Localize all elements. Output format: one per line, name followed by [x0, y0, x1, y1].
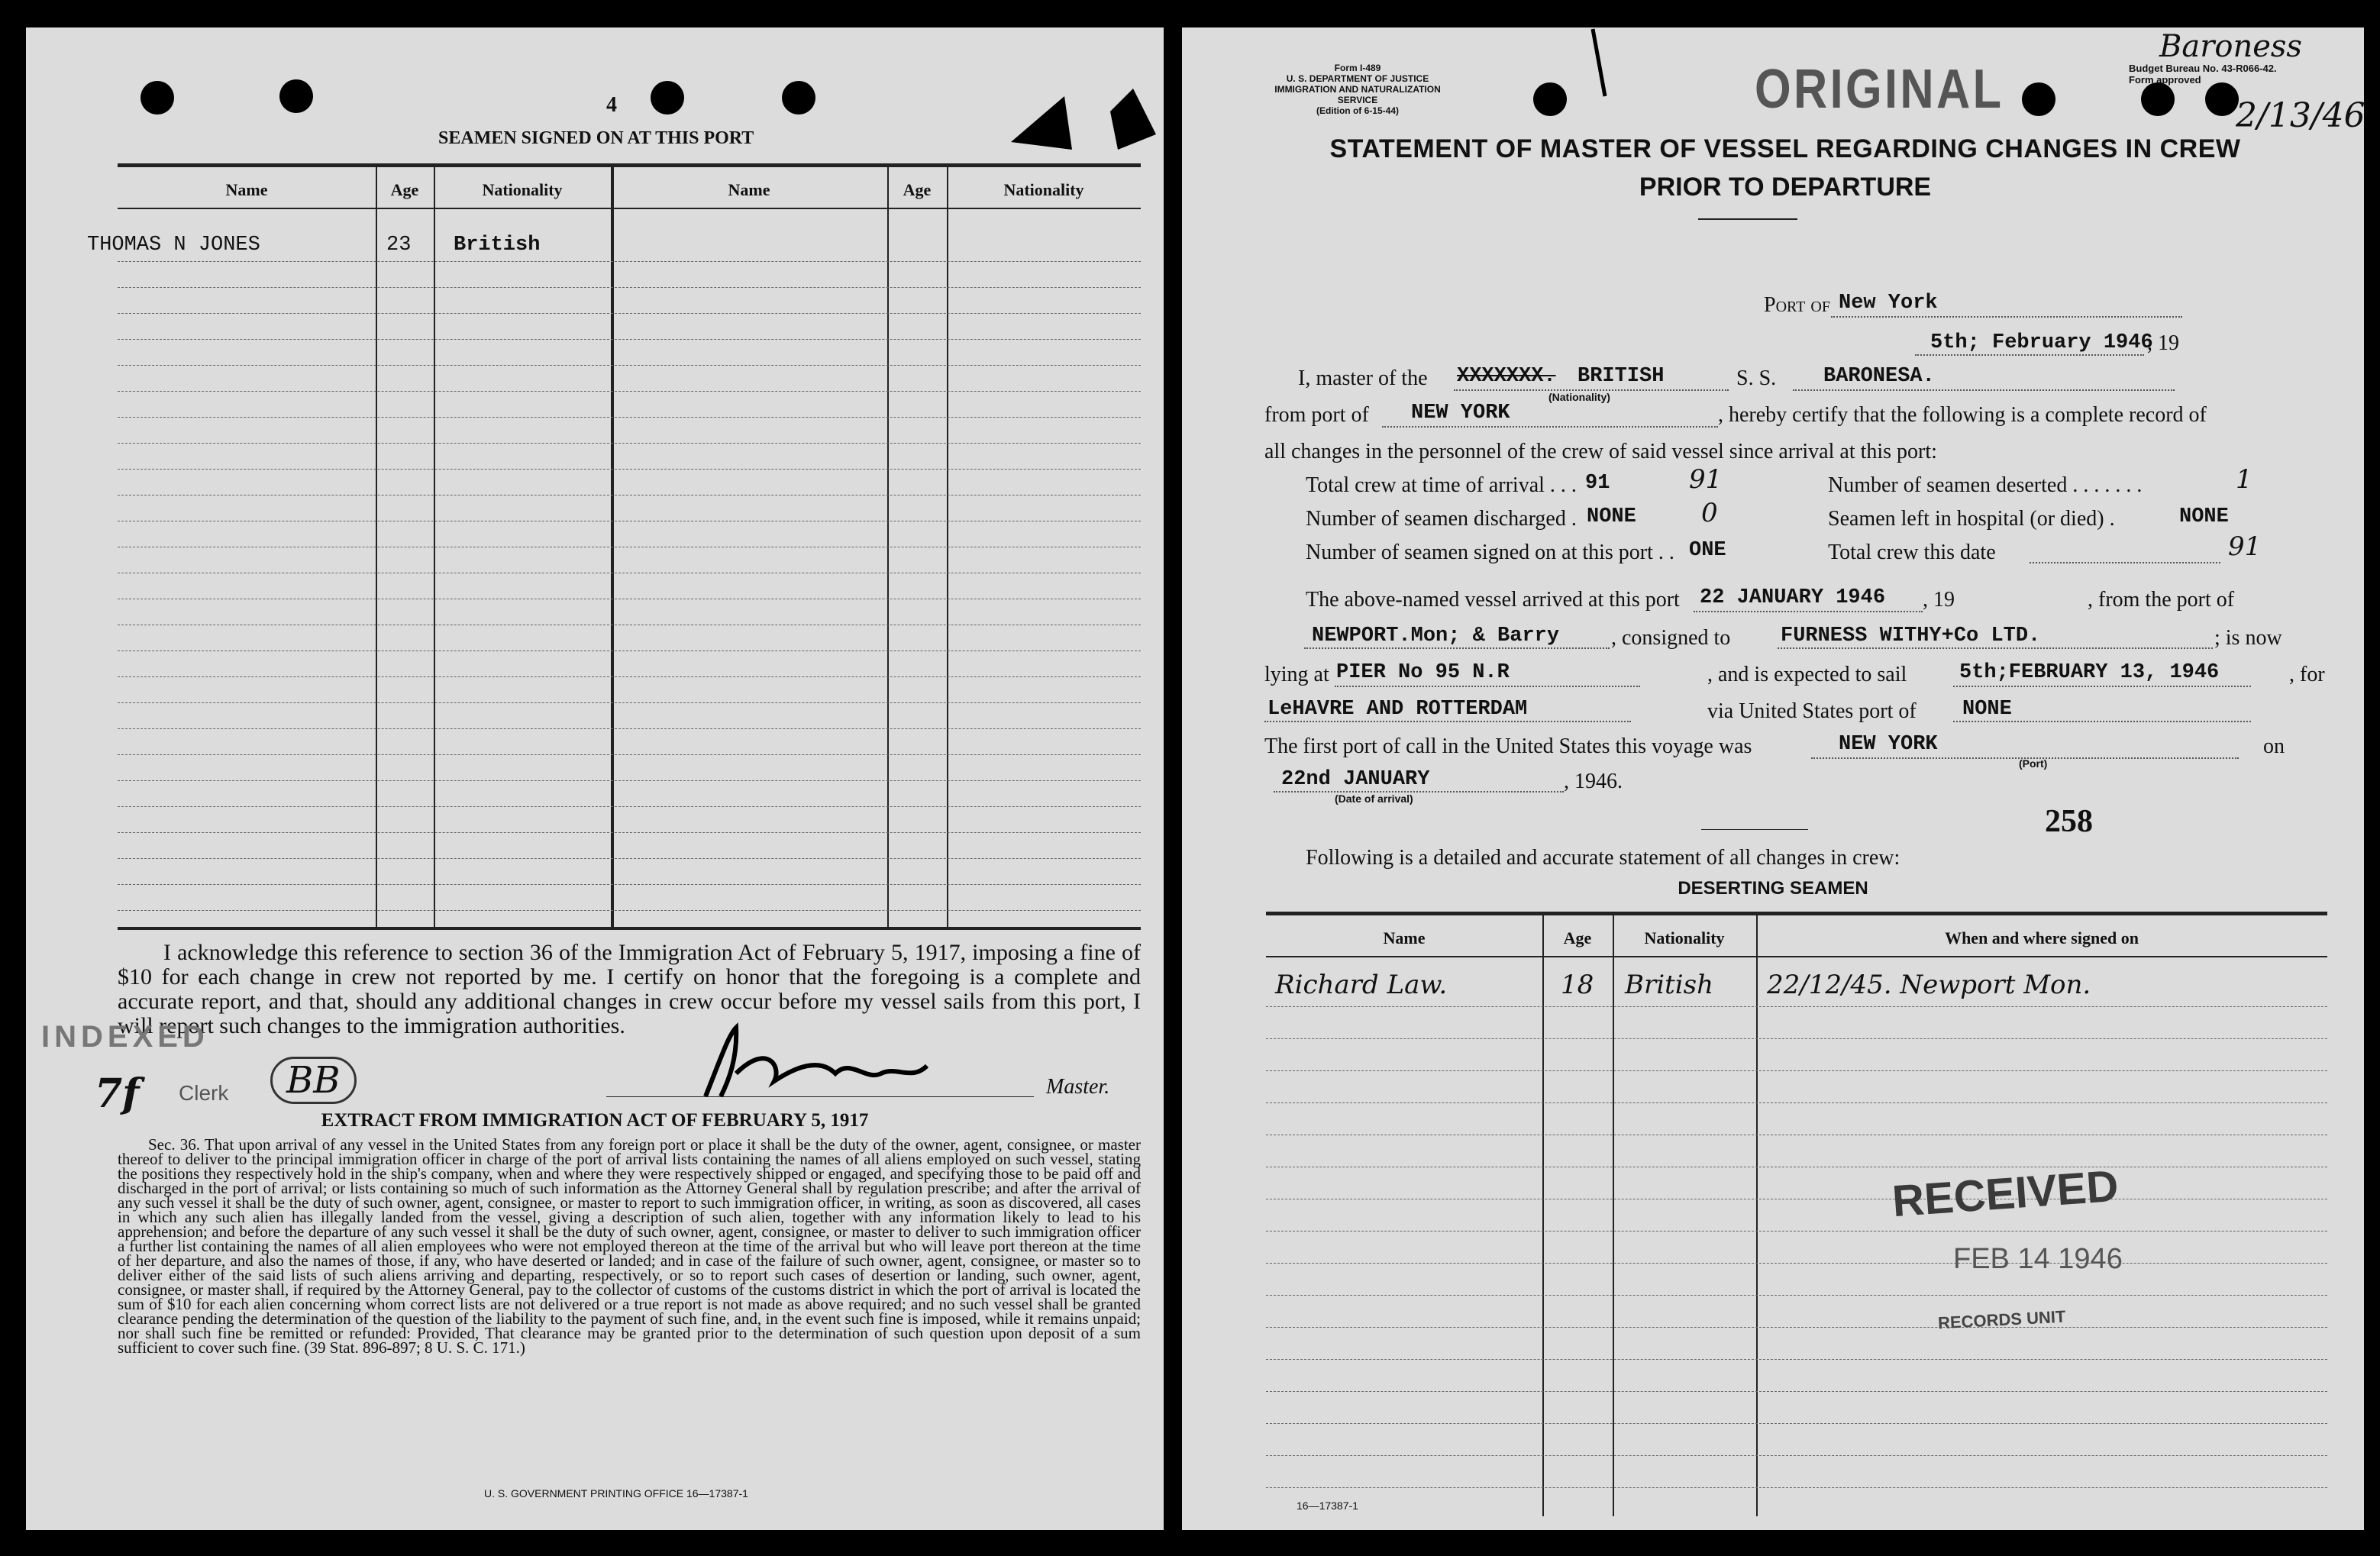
budget-bureau [2129, 63, 2277, 86]
deserter-name: Richard Law. [1275, 970, 1448, 1000]
section-title: SEAMEN SIGNED ON AT THIS PORT [438, 128, 754, 148]
signed-on-value: ONE [1689, 539, 1726, 562]
deserting-col-nationality: Nationality [1644, 928, 1725, 947]
form-subtitle: PRIOR TO DEPARTURE [1639, 173, 1932, 202]
from-the-port-of: , from the port of [2088, 588, 2235, 612]
via-value: NONE [1962, 698, 2012, 721]
number-258: 258 [2045, 804, 2093, 839]
punch-hole [2205, 82, 2239, 116]
expected-label: , and is expected to sail [1707, 663, 1907, 686]
arrived-label: The above-named vessel arrived at this port [1306, 588, 1680, 612]
punch-hole [2141, 82, 2175, 116]
records-unit: RECORDS UNIT [1937, 1306, 2066, 1333]
deserter-signed-on: 22/12/45. Newport Mon. [1767, 970, 2091, 1000]
extract-title: EXTRACT FROM IMMIGRATION ACT OF FEBRUARY 5, 1917 [321, 1110, 869, 1131]
col-nationality-2: Nationality [1003, 180, 1084, 199]
port-label: Port of [1764, 293, 1830, 317]
total-crew-date-value: 91 [2228, 531, 2262, 562]
first-port-label: The first port of call in the United States this voyage was [1264, 734, 1752, 758]
col-age-2: Age [903, 180, 932, 199]
following-text: Following is a detailed and accurate statement of all changes in crew: [1306, 846, 1900, 870]
left-page [26, 27, 1164, 1530]
right-page [1182, 27, 2364, 1530]
from-port-value: NEW YORK [1411, 402, 1510, 425]
hospital-label: Seamen left in hospital (or died) . [1828, 507, 2115, 531]
budget-number: Budget Bureau No. 43-R066-42. [2129, 63, 2277, 74]
clerk-initials: BB [270, 1057, 357, 1104]
handwritten-corner-date: 2/13/46 [2236, 96, 2365, 135]
arrival-date-caption: (Date of arrival) [1335, 793, 1413, 805]
table-row-nationality: British [454, 234, 541, 257]
col-age: Age [390, 180, 419, 199]
table-row-age: 23 [386, 234, 412, 257]
edition: (Edition of 6-15-44) [1316, 105, 1399, 116]
from-port-label: from port of [1264, 403, 1369, 427]
arrived-value: 22 JANUARY 1946 [1700, 586, 1886, 609]
total-crew-arrival-typed: 91 [1585, 472, 1610, 495]
port-value: New York [1839, 292, 1938, 315]
deserting-col-signed-on: When and where signed on [1945, 928, 2139, 947]
master-of-label: I, master of the [1298, 366, 1428, 390]
pen-stroke-mark [1587, 27, 1617, 104]
origin-port: NEWPORT.Mon; & Barry [1312, 625, 1560, 647]
first-port-caption: (Port) [2019, 757, 2048, 770]
date-value: 5th; February 1946 [1930, 331, 2153, 354]
certify-text-2: all changes in the personnel of the crew of said vessel since arrival at this port: [1264, 440, 1937, 463]
torn-corner-mark [980, 66, 1179, 157]
col-name-2: Name [728, 180, 770, 199]
deserting-col-age: Age [1563, 928, 1592, 947]
total-crew-arrival-hand: 91 [1689, 464, 1723, 495]
right-footer: 16—17387-1 [1297, 1500, 1358, 1512]
deserted-label: Number of seamen deserted . . . . . . . [1828, 473, 2143, 497]
punch-hole [1533, 82, 1567, 116]
clerk-label: Clerk [179, 1081, 229, 1105]
first-port-value: NEW YORK [1839, 733, 1938, 756]
is-now: ; is now [2214, 626, 2282, 650]
col-name: Name [225, 180, 268, 199]
consigned-label: , consigned to [1611, 626, 1731, 650]
destination: LeHAVRE AND ROTTERDAM [1268, 698, 1528, 721]
handwritten-corner: Baroness [2159, 29, 2302, 64]
punch-hole [782, 81, 815, 115]
lying-at-label: lying at [1264, 663, 1329, 686]
page-number: 4 [606, 93, 617, 117]
punch-hole [2022, 82, 2055, 116]
discharged-label: Number of seamen discharged . [1306, 507, 1577, 531]
vessel-name: BARONESA. [1823, 365, 1935, 388]
punch-hole [140, 81, 174, 115]
arrived-suffix: , 19 [1923, 588, 1955, 612]
handwritten-note: 7f [95, 1070, 140, 1117]
nationality-caption: (Nationality) [1548, 391, 1610, 403]
extract-text: Sec. 36. That upon arrival of any vessel in the United States from any foreign port or place it shall be the duty of the owner, agent, consignee, or master thereof to deliver to the principal immigration officer in charge of the port of arrival lists containing the names of all aliens employed on such vessel, stating the positions they respectively hold in the ship's company, when and where they were respectively shipped or engaged, and specifying those to be paid off and discharged in the port of arrival; or lists containing so much of such information as the Attorney General shall by regulation prescribe; and after the arrival of any such vessel it shall be the duty of such owner, agent, consignee, or master to report to such immigration officer, in writing, as soon as discovered, all cases in which any such alien has illegally landed from the vessel, giving a description of such alien, together with any information likely to lead to his apprehension; and before the departure of any such vessel it shall be the duty of such owner, agent, consignee, or master to deliver to such immigration officer a further list containing the names of all alien employees who were not employed thereon at the time of the arrival but who will leave port thereon at the time of her departure, and also the names of those, if any, who have deserted or landed; and in case of the failure of such owner, agent, consignee, or master so to deliver either of the said lists of such aliens arriving and departing, respectively, or so to report such cases of desertion or landing, such owner, agent, consignee, or master shall, if required by the Attorney General, pay to the collector of customs of the customs district in which the port of arrival is located the sum of $10 for each alien concerning whom correct lists are not delivered or a true report is not made as above required; and no such vessel shall be granted clearance pending the determination of the question of the liability to the payment of such fine, and, in the event such fine is imposed, while it remains unpaid; nor shall such fine be remitted or refunded: Provided, That clearance may be granted prior to the determination of such question upon deposit of a sum sufficient to cover such fine. (39 Stat. 896-897; 8 U. S. C. 171.) [118, 1135, 1141, 1357]
deserted-value: 1 [2236, 464, 2252, 495]
department: U. S. DEPARTMENT OF JUSTICE [1286, 73, 1429, 84]
nationality-value: BRITISH [1578, 365, 1665, 388]
consignee: FURNESS WITHY+Co LTD. [1781, 625, 2041, 647]
for-label: , for [2289, 663, 2325, 686]
received-stamp: RECEIVED [1891, 1161, 2120, 1227]
certify-text: , hereby certify that the following is a complete record of [1718, 403, 2207, 427]
punch-hole [651, 81, 684, 115]
original-stamp: ORIGINAL [1755, 59, 2004, 120]
form-number: Form I-489 [1334, 63, 1381, 73]
via-label: via United States port of [1707, 699, 1917, 723]
form-header [1258, 63, 1457, 116]
received-date: FEB 14 1946 [1953, 1243, 2123, 1275]
date-suffix: , 19 [2147, 331, 2179, 355]
ss-label: S. S. [1736, 366, 1777, 390]
service: IMMIGRATION AND NATURALIZATION SERVICE [1274, 84, 1441, 105]
arrival-year: , 1946. [1564, 770, 1623, 793]
total-crew-date-label: Total crew this date [1828, 541, 1996, 564]
struck-word: XXXXXXX. [1457, 365, 1556, 388]
punch-hole [279, 79, 313, 113]
deserter-nationality: British [1625, 970, 1713, 1000]
indexed-stamp: INDEXED [41, 1020, 209, 1054]
on-label: on [2263, 734, 2285, 758]
signed-on-label: Number of seamen signed on at this port . . [1306, 541, 1674, 564]
discharged-hand: 0 [1701, 498, 1718, 528]
deserting-title: DESERTING SEAMEN [1678, 878, 1868, 899]
form-approved: Form approved [2129, 74, 2201, 86]
lying-at-value: PIER No 95 N.R [1336, 661, 1510, 684]
col-nationality: Nationality [482, 180, 563, 199]
table-row-name: THOMAS N JONES [87, 234, 260, 257]
total-crew-arrival-label: Total crew at time of arrival . . . [1306, 473, 1577, 497]
form-title: STATEMENT OF MASTER OF VESSEL REGARDING CHANGES IN CREW [1329, 134, 2241, 163]
arrival-date: 22nd JANUARY [1281, 768, 1430, 791]
sail-date: 5th;FEBRUARY 13, 1946 [1959, 661, 2220, 684]
deserter-age: 18 [1561, 970, 1594, 1000]
deserting-col-name: Name [1383, 928, 1426, 947]
acknowledgement: I acknowledge this reference to section 36 of the Immigration Act of February 5, 1917, imposing a fine of $10 for each change in crew not reported by me. I certify on honor that the foregoing is a complete and accurate report, and that, should any additional changes in crew occur before my vessel sails from this port, I will report such changes to the immigration authorities. [118, 940, 1141, 1038]
master-label: Master. [1046, 1075, 1110, 1099]
hospital-value: NONE [2179, 505, 2229, 528]
left-footer: U. S. GOVERNMENT PRINTING OFFICE 16—17387-1 [484, 1487, 748, 1500]
discharged-typed: NONE [1587, 505, 1636, 528]
